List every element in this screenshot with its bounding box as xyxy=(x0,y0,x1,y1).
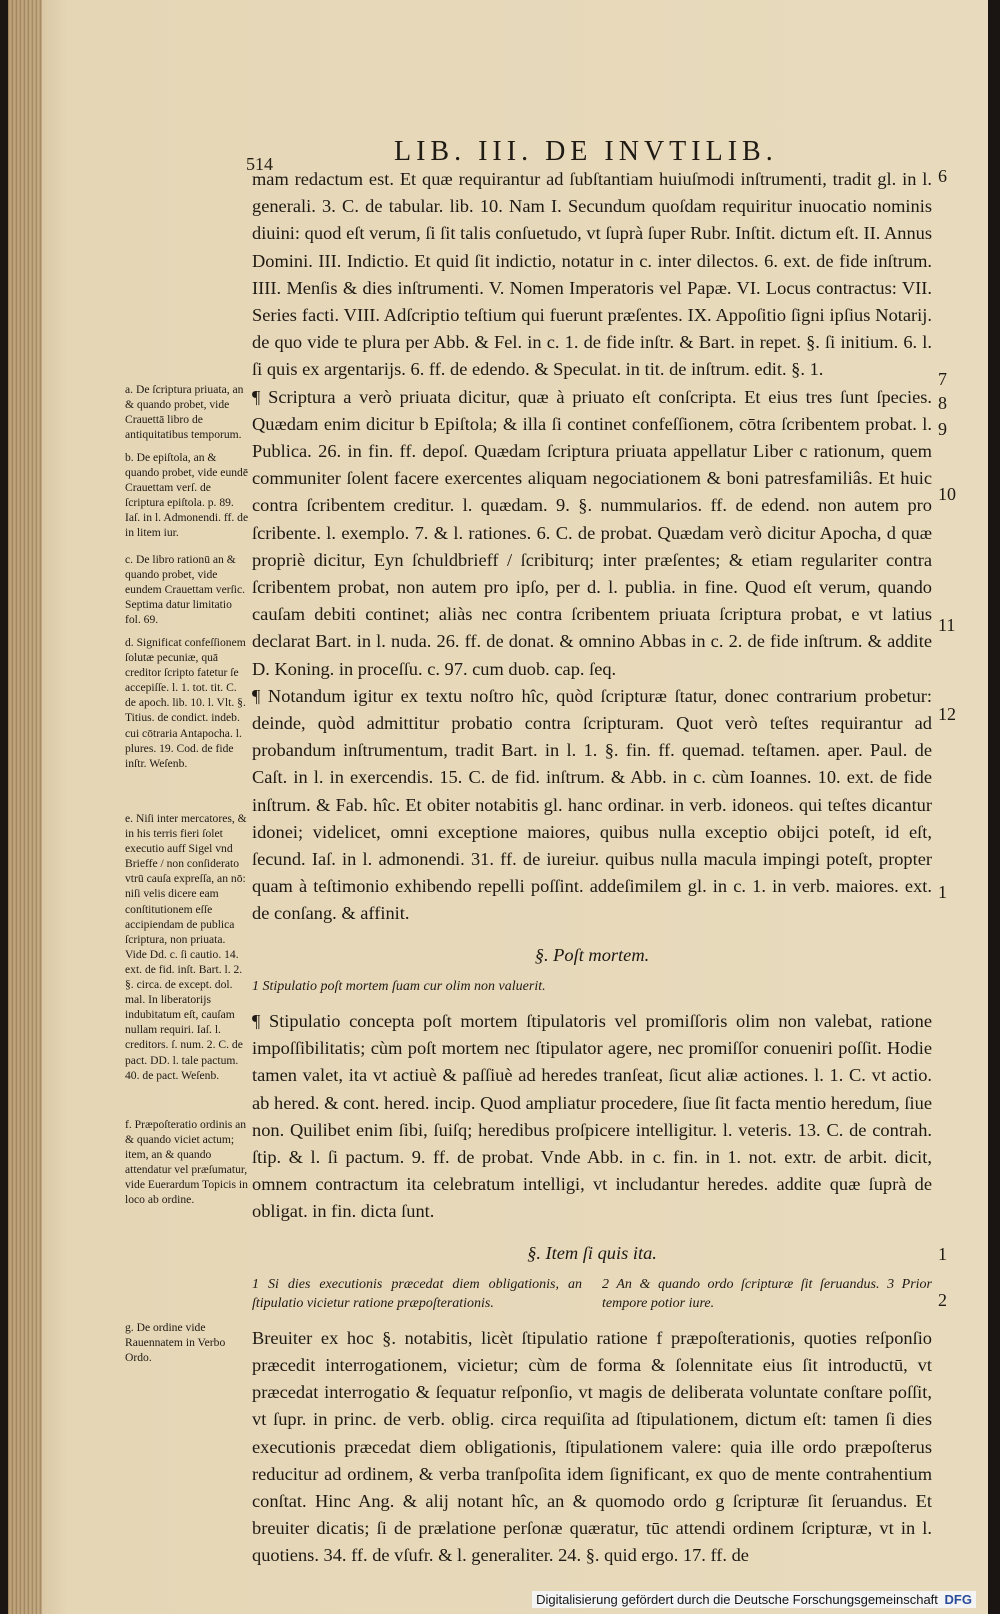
marginal-note: e. Niſi inter mercatores, & in his terris fieri ſolet executio auff Sigel vnd Brieffe / non conſiderato vtrū cauſa expreſſa, an nō: niſi velis dicere eam conſtitutionem eſſe accipiendam de publica ſcriptura, non priuata. Vide Dd. c. ſi cautio. 14. ext. de fid. inſt. Bart. l. 2. §. circa. de except. dol. mal. In liberatorijs indubitatum eſt, cauſam nullam requiri. Iaſ. l. creditors. ſ. num. 2. C. de pact. DD. l. tale pactum. 40. de pact. Weſenb. xyxy=(125,812,247,1082)
section-title-post-mortem: §. Poſt mortem. xyxy=(534,944,650,965)
margin-number: 11 xyxy=(938,615,956,635)
section-title-item-si-quis: §. Item ſi quis ita. xyxy=(527,1242,657,1263)
summary-left: 1 Si dies executionis præcedat diem obligationis, an ſtipulatio vicietur ratione præpoſterationis. xyxy=(252,1276,582,1311)
marginal-note: a. De ſcriptura priuata, an & quando probet, vide Crauettā libro de antiquitatibus temporum. xyxy=(125,383,244,442)
margin-number: 7 xyxy=(938,369,947,389)
margin-number: 2 xyxy=(938,1290,947,1310)
margin-number: 1 xyxy=(938,882,947,902)
main-text xyxy=(252,166,932,1570)
marginal-note: b. De epiſtola, an & quando probet, vide eundē Crauettam verſ. de ſcriptura epiſtola. p. 89. Iaſ. in l. Admonendi. ff. de in litem iur. xyxy=(125,451,249,540)
margin-number: 9 xyxy=(938,419,947,439)
footer-text: Digitalisierung gefördert durch die Deutsche Forschungsgemeinschaft xyxy=(536,1592,938,1607)
dfg-logo: DFG xyxy=(944,1592,972,1607)
margin-number: 10 xyxy=(938,484,956,504)
section-summary-post-mortem: 1 Stipulatio poſt mortem ſuam cur olim non valuerit. xyxy=(252,978,546,994)
paragraph-private-writing: ¶ Scriptura a verò priuata dicitur, quæ à priuato eſt conſcripta. Et eius tres ſunt ſpecies. Quædam enim dicitur b Epiſtola; & illa ſi continet confeſſionem, cōtra ſcribentem probat. l. Publica. 26. in fin. ff. depoſ. Quædam ſcriptura priuata appellatur Liber c rationum, quem communiter ſolent facere exercentes aliquam negociationem & boni patresfamiliâs. Et huic contra ſcribentem creditur. l. quædam. 9. §. nummularios. ff. de edend. non autem pro ſcribente. l. exemplo. 7. & l. rationes. 6. C. de probat. Quædam verò dicitur Apocha, d quæ propriè dicitur, Eyn ſchuldbrieff / ſcribiturq; inter præſentes; & etiam regulariter contra ſcribentem probat, non autem pro ipſo, per d. l. publia. in fine. Quod eſt verum, quando cauſam debiti continet; aliàs nec contra ſcribentem priuata ſcriptura probat, e vt latius declarat Bart. in l. nuda. 26. ff. de donat. & omnino Abbas in c. 2. de fide inſtrum. & addite D. Koning. in proceſſu. c. 97. cum duob. cap. ſeq. xyxy=(252,386,932,679)
book-page xyxy=(8,0,988,1614)
paragraph-notandum: ¶ Notandum igitur ex textu noſtro hîc, quòd ſcripturæ ſtatur, donec contrarium probetur: deinde, quòd admittitur probatio contra ſcripturam. Quot verò teſtes requirantur ad probandum inſtrumentum, tradit Bart. in l. 1. §. fin. ff. quemad. teſtamen. aper. Paul. de Caſt. in l. in exercendis. 15. C. de fid. inſtrum. & Abb. in c. cùm Ioannes. 10. ext. de fide inſtrum. & Fab. hîc. Et obiter notabitis gl. hanc ordinar. in verb. idoneos. qui teſtes dicantur idonei; videlicet, omni exceptione maiores, quibus nulla exceptio obijci poteſt, id eſt, ſecund. Iaſ. in l. admonendi. 31. ff. de iureiur. quibus nulla macula impingi poteſt, propter quam à teſtimonio exhibendo repelli poſſint. addeſimilem gl. in c. 1. in verb. maiores. ext. de conſang. & affinit. xyxy=(252,685,932,924)
running-head: LIB. III. DE INVTILIB. xyxy=(394,136,778,167)
marginal-note: g. De ordine vide Rauennatem in Verbo Ordo. xyxy=(125,1321,226,1365)
paragraph-instrument-requisites: mam redactum est. Et quæ requirantur ad ſubſtantiam huiuſmodi inſtrumenti, tradit gl. in l. generali. 3. C. de tabular. lib. 10. Nam I. Secundum quoſdam requiritur inuocatio nominis diuini: quod eſt verum, ſi ſit talis conſuetudo, vt ſuprà ſuper Rubr. Inſtit. dictum eſt. II. Annus Domini. III. Indictio. Et quid ſit indictio, notatur in c. inter dilectos. 6. ext. de fide inſtrum. IIII. Menſis & dies inſtrumenti. V. Nomen Imperatoris vel Papæ. VI. Locus contractus: VII. Series facti. VIII. Adſcriptio teſtium qui fuerunt præſentes. IX. Appoſitio ſigni ipſius Notarij. de quo vide te plura per Abb. & Fel. in c. 1. de fide inſtr. & Bart. in repet. §. ſi initium. 6. l. ſi quis ex argentarijs. 6. ff. de edendo. & Speculat. in tit. de inſtrum. edit. §. 1. xyxy=(252,169,932,380)
margin-number: 12 xyxy=(938,704,956,724)
marginal-note: c. De libro rationū an & quando probet, vide eundem Crauettam verſic. Septima datur limitatio fol. 69. xyxy=(125,553,246,627)
margin-number: 6 xyxy=(938,166,947,186)
marginal-note: f. Præpoſteratio ordinis an & quando viciet actum; item, an & quando attendatur vel præſumatur, vide Euerardum Topicis in loco ab ordine. xyxy=(125,1118,248,1207)
page-edge xyxy=(8,0,42,1614)
page-number: 514 xyxy=(246,154,273,174)
margin-number: 8 xyxy=(938,393,947,413)
paragraph-item-si-quis: Breuiter ex hoc §. notabitis, licèt ſtipulatio ratione f præpoſterationis, quoties reſponſio præcedit interrogationem, vicietur; cùm de forma & ſolennitate eius ſit introductū, vt præcedat interrogatio & ſequatur reſponſio, vt magis de deliberata voluntate conſtare poſſit, vt ſupr. in princ. de verb. oblig. circa requiſita ad ſtipulationem, dictum eſt: tamen ſi dies executionis præcedat diem obligationis, ſtipulationem valere: quia ille ordo præpoſterus reducitur ad ordinem, & verba tranſpoſita idem ſignificant, ex quo de mente contrahentium conſtat. Hinc Ang. & alij notant hîc, an & quomodo ordo g ſcripturæ ſit ſeruandus. Et breuiter dicatis; ſi de prælatione perſonæ quæratur, tūc attendi ordinem ſcripturæ, vt in l. quotiens. 34. ff. de vſufr. & l. generaliter. 24. §. quid ergo. 17. ff. de xyxy=(252,1327,932,1566)
paragraph-post-mortem: ¶ Stipulatio concepta poſt mortem ſtipulatoris vel promiſſoris olim non valebat, ratione impoſſibilitatis; cùm poſt mortem nec ſtipulator agere, nec promiſſor conueniri poſſit. Hodie tamen valet, ita vt actiuè & paſſiuè ad heredes tranſeat, ſicut aliæ actiones. l. 1. C. vt actio. ab hered. & cont. hered. incip. Quod ampliatur procedere, ſiue ſit facta mentio heredum, ſiue non. Quilibet enim ſibi, ſuiſq; heredibus proſpicere intelligitur. l. veteris. 13. C. de contrah. ſtip. & l. ſi pactum. 9. ff. de probat. Vnde Abb. in c. fin. in 1. not. extr. de arbit. dicit, omnem contractum ita celebratum intelligi, vt includantur heredes. addite quæ ſuprà de obligat. in fin. dicta ſunt. xyxy=(252,1010,932,1222)
summary-right: 2 An & quando ordo ſcripturæ ſit ſeruandus. 3 Prior tempore potior iure. xyxy=(602,1276,932,1311)
digitization-footer xyxy=(532,1591,976,1608)
marginal-note: d. Significat confeſſionem ſolutæ pecuniæ, quā creditor ſcripto fatetur ſe accepiſſe. l. 1. tot. tit. C. de apoch. lib. 10. l. Vlt. §. Titius. de condict. indeb. cui cōtraria Antapocha. l. plures. 19. Cod. de fide inſtr. Weſenb. xyxy=(125,636,246,770)
margin-number: 1 xyxy=(938,1244,947,1264)
section-summary-item-si-quis xyxy=(252,1275,932,1313)
